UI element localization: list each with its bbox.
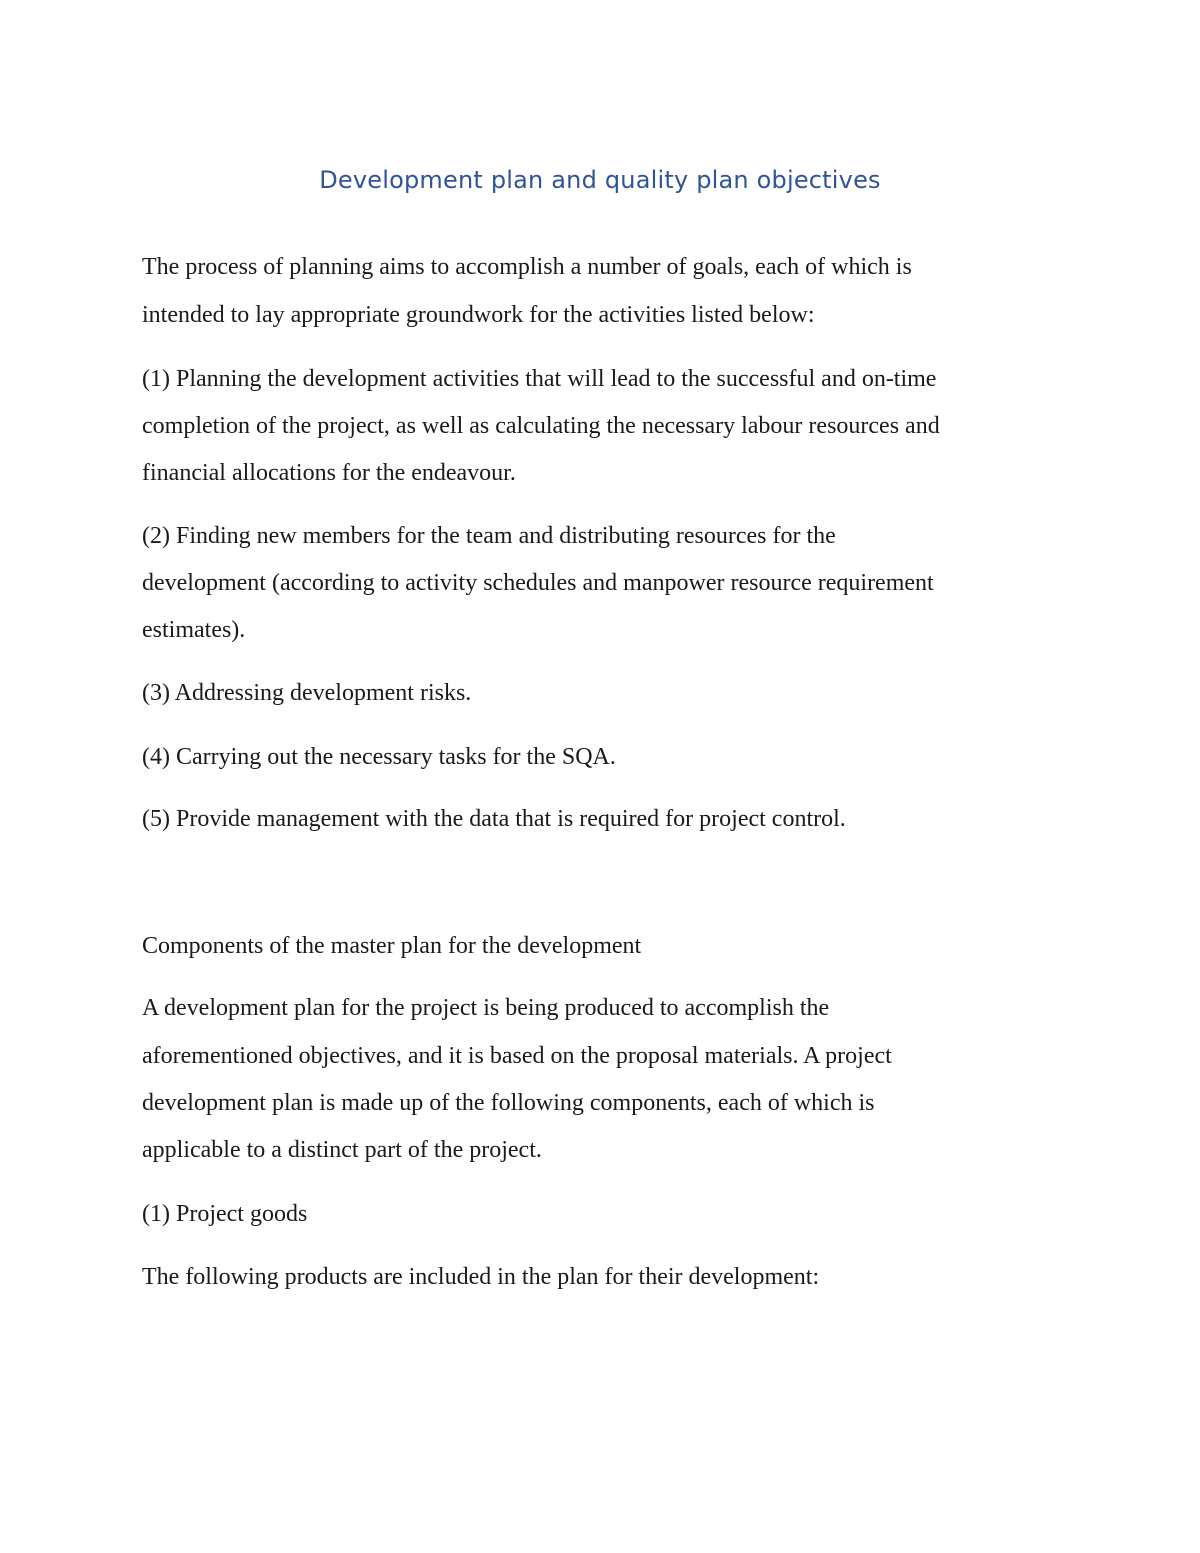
section-heading: Components of the master plan for the development xyxy=(142,933,642,959)
intro-line-1: The process of planning aims to accomplish a number of goals, each of which is xyxy=(142,254,912,280)
intro-line-2: intended to lay appropriate groundwork for the activities listed below: xyxy=(142,302,815,328)
document-title: Development plan and quality plan objectives xyxy=(319,166,881,194)
objective-1-line-3: financial allocations for the endeavour. xyxy=(142,460,516,486)
objective-4: (4) Carrying out the necessary tasks for the SQA. xyxy=(142,744,616,770)
body-line-4: applicable to a distinct part of the project. xyxy=(142,1137,542,1163)
objective-1-line-2: completion of the project, as well as calculating the necessary labour resources and xyxy=(142,413,940,439)
component-1: (1) Project goods xyxy=(142,1201,308,1227)
body-line-2: aforementioned objectives, and it is based on the proposal materials. A project xyxy=(142,1043,892,1069)
body-line-1: A development plan for the project is being produced to accomplish the xyxy=(142,995,830,1021)
objective-1-line-1: (1) Planning the development activities that will lead to the successful and on-time xyxy=(142,366,937,392)
objective-3: (3) Addressing development risks. xyxy=(142,680,472,706)
objective-2-line-1: (2) Finding new members for the team and distributing resources for the xyxy=(142,523,836,549)
products-intro: The following products are included in the plan for their development: xyxy=(142,1264,820,1290)
body-line-3: development plan is made up of the following components, each of which is xyxy=(142,1090,875,1116)
objective-2-line-3: estimates). xyxy=(142,617,246,643)
objective-2-line-2: development (according to activity schedules and manpower resource requirement xyxy=(142,570,934,596)
objective-5: (5) Provide management with the data that is required for project control. xyxy=(142,806,846,832)
